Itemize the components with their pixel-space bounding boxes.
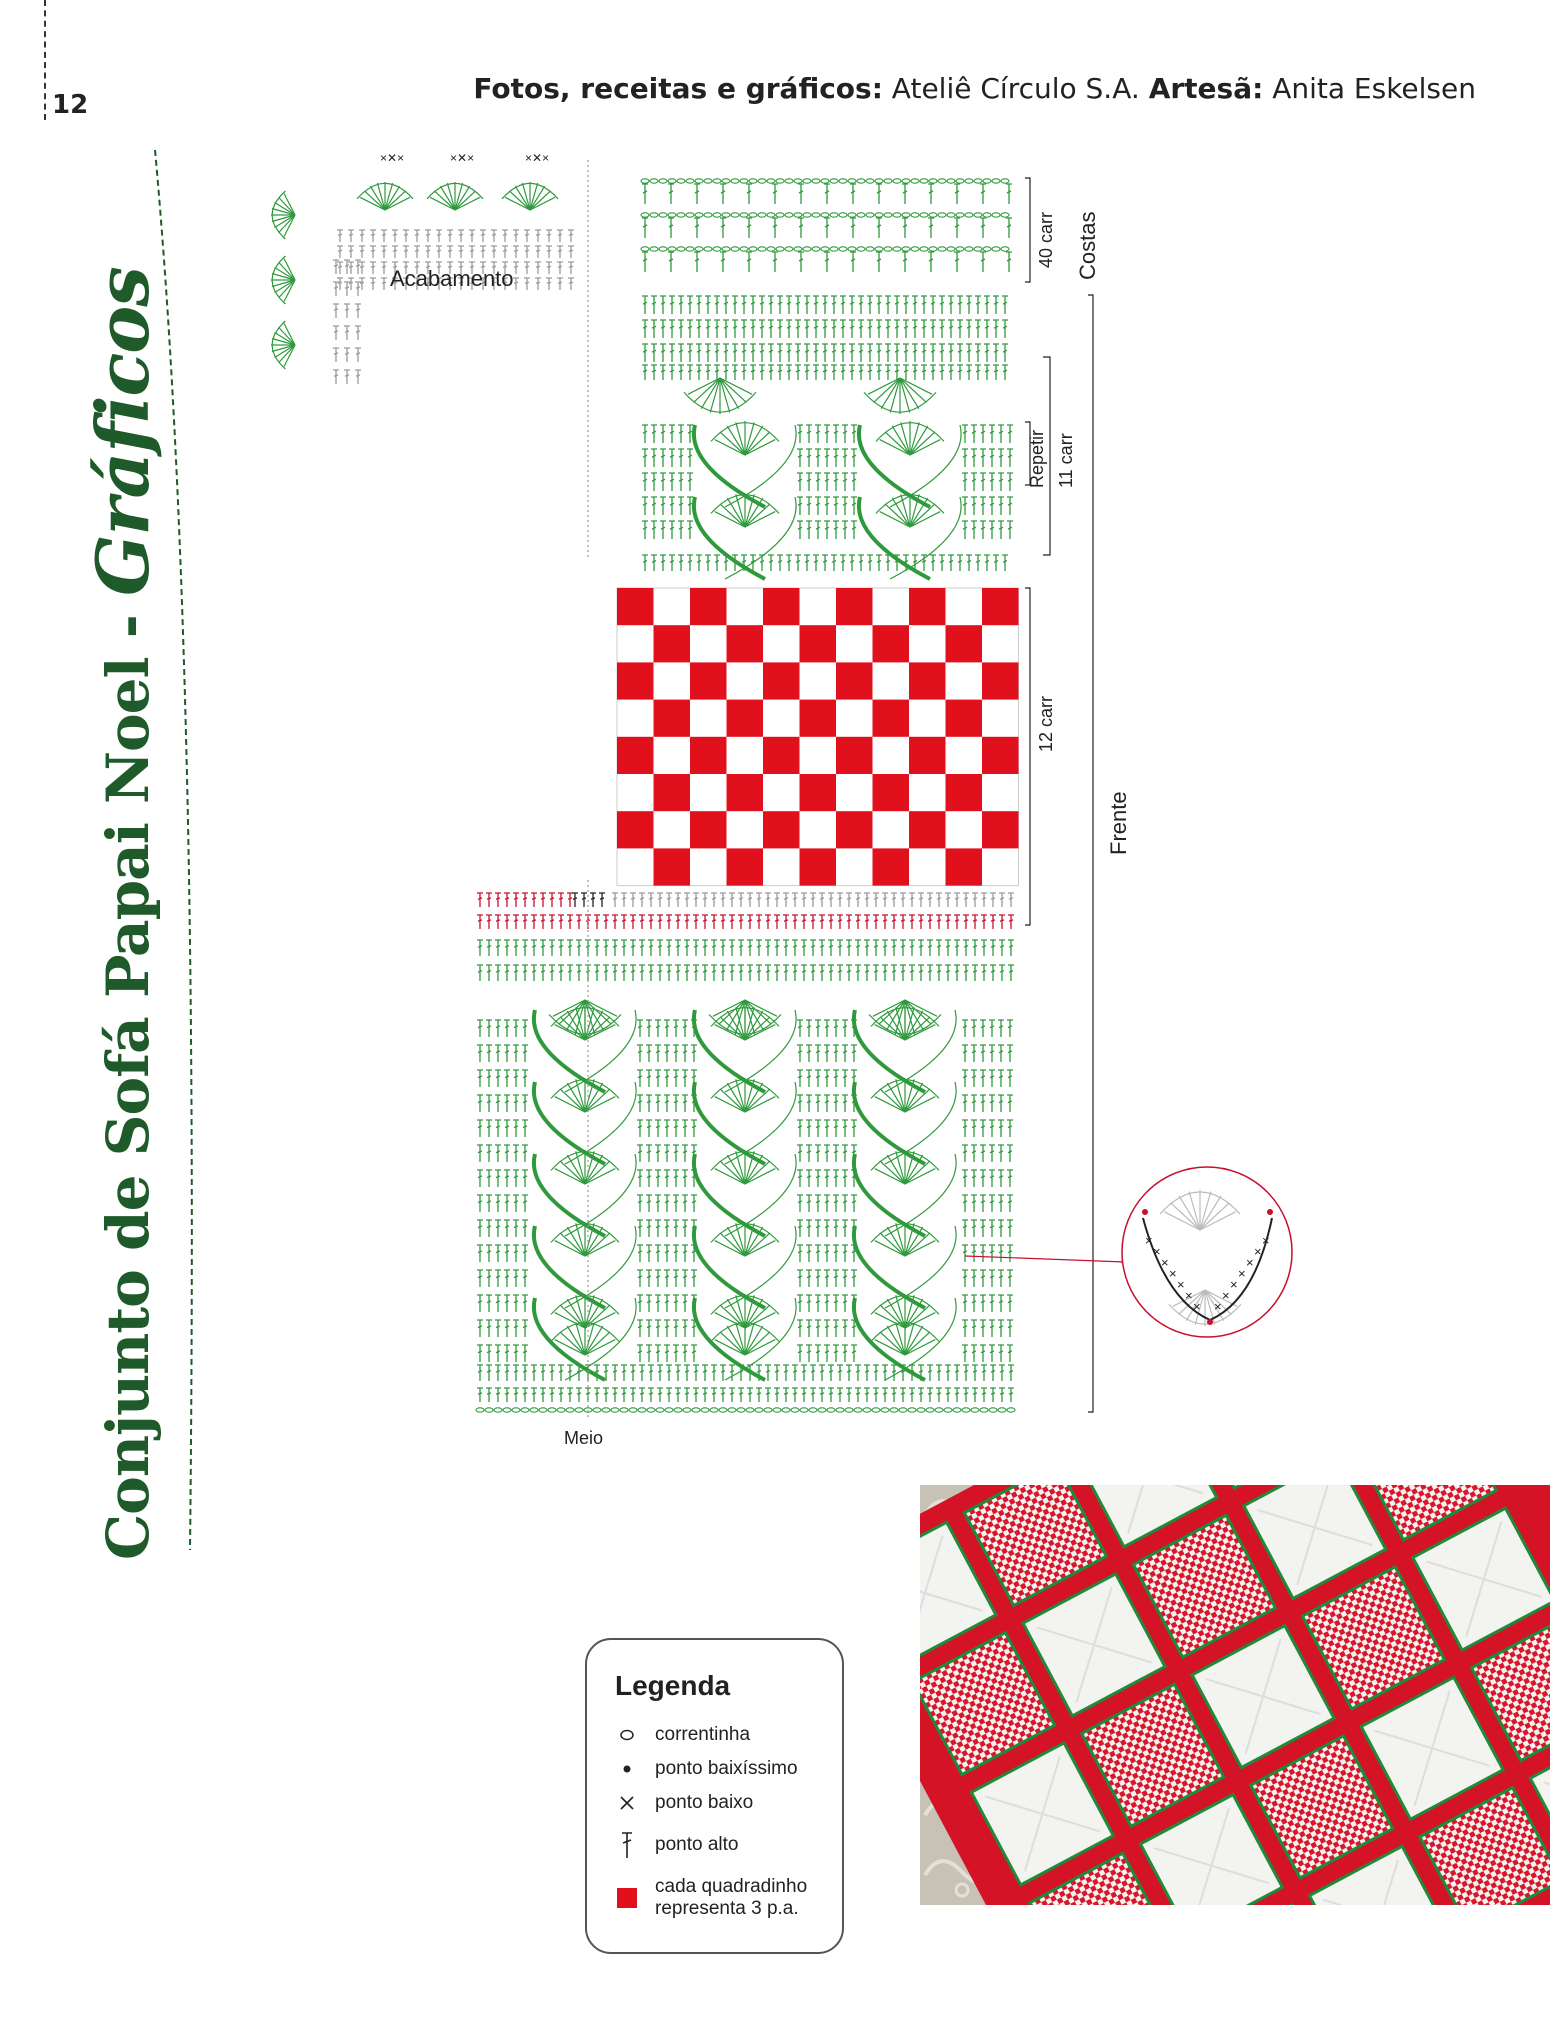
cable-fan bbox=[876, 421, 944, 455]
checker-red-square bbox=[690, 588, 727, 625]
cable-fan bbox=[871, 1006, 939, 1040]
checker-red-square bbox=[617, 662, 654, 699]
costas-side-col bbox=[797, 473, 857, 491]
frente-red-row bbox=[477, 915, 1014, 929]
frente-side-col bbox=[797, 1020, 857, 1037]
frente-side-col bbox=[637, 1270, 697, 1287]
cable-fan bbox=[711, 1078, 779, 1112]
costas-side-col bbox=[962, 425, 1013, 443]
costas-side-col bbox=[962, 521, 1013, 539]
legend-label-single-crochet: ponto baixo bbox=[655, 1792, 754, 1813]
credits-value-atelier: Ateliê Círculo S.A. bbox=[882, 72, 1149, 105]
costas-side-col bbox=[962, 449, 1013, 467]
cable-twist-line bbox=[725, 497, 796, 579]
label-11-carr: 11 carr bbox=[1056, 433, 1076, 488]
checker-red-square bbox=[909, 737, 946, 774]
detail-sc-mark: × bbox=[1177, 1277, 1185, 1292]
costas-side-col bbox=[642, 473, 693, 491]
checker-red-square bbox=[763, 662, 800, 699]
detail-sc-mark: × bbox=[1254, 1244, 1262, 1259]
frente-side-col bbox=[637, 1295, 697, 1312]
frente-side-col bbox=[477, 1195, 528, 1212]
frente-dc-row bbox=[477, 1388, 1014, 1402]
cable-twist-line bbox=[694, 497, 765, 579]
costas-side-col bbox=[642, 425, 693, 443]
costas-dc-row bbox=[642, 555, 1008, 571]
checker-red-square bbox=[982, 811, 1019, 848]
frente-side-col bbox=[962, 1045, 1013, 1062]
frente-side-col bbox=[477, 1070, 528, 1087]
frente-red-row bbox=[477, 893, 573, 907]
checker-red-square bbox=[836, 811, 873, 848]
frente-side-col bbox=[637, 1345, 697, 1362]
frente-side-col bbox=[797, 1145, 857, 1162]
costas-dc-row bbox=[642, 365, 1008, 380]
costas-chain-row bbox=[641, 213, 1009, 217]
checker-red-square bbox=[946, 774, 983, 811]
cable-fan bbox=[871, 1078, 939, 1112]
checker-red-square bbox=[690, 737, 727, 774]
acabamento-shell bbox=[357, 182, 413, 210]
checker-red-square bbox=[946, 625, 983, 662]
checker-red-square bbox=[727, 848, 764, 885]
cable-fan bbox=[871, 1150, 939, 1184]
frente-side-col bbox=[637, 1220, 697, 1237]
detail-sc-mark: × bbox=[1214, 1299, 1222, 1314]
checker-red-square bbox=[763, 588, 800, 625]
frente-side-col bbox=[797, 1195, 857, 1212]
label-frente: Frente bbox=[1106, 791, 1131, 855]
cable-fan bbox=[551, 1222, 619, 1256]
credits-label-artisan: Artesã: bbox=[1148, 72, 1264, 105]
frente-side-col bbox=[962, 1220, 1013, 1237]
costas-side-col bbox=[797, 449, 857, 467]
double-crochet-icon bbox=[613, 1830, 641, 1860]
frente-side-col bbox=[637, 1020, 697, 1037]
legend-item-double-crochet bbox=[613, 1830, 738, 1860]
detail-sc-mark: × bbox=[1246, 1255, 1254, 1270]
detail-zoom bbox=[965, 1167, 1292, 1337]
cable-fan bbox=[871, 1222, 939, 1256]
finished-piece-photo bbox=[920, 1485, 1550, 1905]
costas-stitch-row bbox=[642, 252, 1012, 272]
frente-side-col bbox=[962, 1145, 1013, 1162]
frente-side-col bbox=[477, 1095, 528, 1112]
frente-side-col bbox=[962, 1070, 1013, 1087]
bracket-frente bbox=[1088, 295, 1093, 1412]
costas-side-col bbox=[797, 497, 857, 515]
frente-side-col bbox=[797, 1320, 857, 1337]
costas-side-col bbox=[642, 497, 693, 515]
acabamento-chart bbox=[271, 151, 588, 560]
detail-sc-mark: × bbox=[1238, 1266, 1246, 1281]
frente-side-col bbox=[477, 1045, 528, 1062]
checker-red-square bbox=[946, 848, 983, 885]
acabamento-side-row bbox=[333, 304, 361, 318]
frente-side-col bbox=[477, 1120, 528, 1137]
checker-red-square bbox=[909, 811, 946, 848]
checker-red-square bbox=[873, 625, 910, 662]
costas-side-col bbox=[797, 521, 857, 539]
frente-side-col bbox=[962, 1295, 1013, 1312]
frente-side-col bbox=[962, 1195, 1013, 1212]
frente-side-col bbox=[797, 1245, 857, 1262]
frente-side-col bbox=[797, 1095, 857, 1112]
acabamento-top-row bbox=[337, 246, 574, 258]
acabamento-picot: ×✕× bbox=[450, 151, 475, 165]
checker-red-square bbox=[873, 700, 910, 737]
frente-side-col bbox=[962, 1320, 1013, 1337]
frente-side-col bbox=[962, 1095, 1013, 1112]
checker-red-square bbox=[982, 588, 1019, 625]
frente-side-col bbox=[797, 1220, 857, 1237]
costas-shell bbox=[684, 378, 756, 414]
legend-label-red-square: cada quadradinho representa 3 p.a. bbox=[655, 1876, 808, 1919]
costas-shell bbox=[864, 378, 936, 414]
title-main-text: Conjunto de Sofá Papai Noel - bbox=[94, 595, 162, 1560]
checker-red-square bbox=[727, 774, 764, 811]
checker-red-square bbox=[690, 811, 727, 848]
detail-sc-mark: × bbox=[1145, 1233, 1153, 1248]
checker-red-square bbox=[946, 700, 983, 737]
frente-side-col bbox=[477, 1170, 528, 1187]
legend-title: Legenda bbox=[615, 1670, 731, 1701]
checker-red-square bbox=[654, 625, 691, 662]
label-meio: Meio bbox=[564, 1428, 604, 1448]
checker-red-square bbox=[617, 737, 654, 774]
checker-red-square bbox=[873, 774, 910, 811]
frente-side-col bbox=[637, 1070, 697, 1087]
checker-red-square bbox=[909, 588, 946, 625]
page-number: 12 bbox=[52, 90, 89, 120]
checker-red-square bbox=[727, 625, 764, 662]
frente-side-col bbox=[477, 1145, 528, 1162]
frente-side-col bbox=[477, 1320, 528, 1337]
credits-label-photos: Fotos, receitas e gráficos: bbox=[473, 72, 883, 105]
legend-label-slip-stitch: ponto baixíssimo bbox=[655, 1758, 798, 1779]
frente-side-col bbox=[477, 1295, 528, 1312]
frente-side-col bbox=[477, 1020, 528, 1037]
checker-red-square bbox=[617, 811, 654, 848]
cable-fan bbox=[711, 1222, 779, 1256]
costas-dc-row bbox=[642, 296, 1008, 314]
costas-chart bbox=[641, 179, 1013, 579]
chain-icon bbox=[613, 1729, 641, 1741]
frente-side-col bbox=[637, 1170, 697, 1187]
detail-sc-mark: × bbox=[1222, 1288, 1230, 1303]
label-repetir: Repetir bbox=[1027, 429, 1047, 488]
acabamento-side-row bbox=[333, 326, 361, 340]
checker-red-square bbox=[727, 700, 764, 737]
frente-side-col bbox=[477, 1245, 528, 1262]
frente-side-col bbox=[797, 1070, 857, 1087]
legend-item-slip-stitch bbox=[613, 1758, 798, 1780]
detail-red-dot bbox=[1142, 1209, 1148, 1215]
costas-dc-row bbox=[642, 320, 1008, 338]
frente-side-col bbox=[797, 1295, 857, 1312]
bracket-40-carr bbox=[1025, 178, 1030, 282]
detail-red-dot bbox=[1267, 1209, 1273, 1215]
frente-side-col bbox=[637, 1145, 697, 1162]
costas-dc-row bbox=[642, 344, 1008, 362]
checker-red-square bbox=[617, 588, 654, 625]
frente-side-col bbox=[637, 1095, 697, 1112]
acabamento-side-shell bbox=[271, 256, 295, 304]
frente-side-col bbox=[962, 1020, 1013, 1037]
label-costas: Costas bbox=[1075, 211, 1100, 280]
bracket-12-carr bbox=[1025, 588, 1030, 925]
frente-side-col bbox=[797, 1270, 857, 1287]
costas-stitch-row bbox=[642, 218, 1012, 238]
checker-red-square bbox=[800, 774, 837, 811]
checker-red-square bbox=[836, 588, 873, 625]
acabamento-side-shell bbox=[271, 191, 295, 239]
credits-value-artisan: Anita Eskelsen bbox=[1263, 72, 1476, 105]
frente-side-col bbox=[637, 1195, 697, 1212]
legend-label-chain: correntinha bbox=[655, 1724, 751, 1745]
detail-sc-mark: × bbox=[1153, 1244, 1161, 1259]
cable-fan bbox=[551, 1150, 619, 1184]
detail-sc-mark: × bbox=[1185, 1288, 1193, 1303]
frente-side-col bbox=[637, 1245, 697, 1262]
acabamento-top-row bbox=[337, 230, 574, 242]
costas-side-col bbox=[962, 473, 1013, 491]
checker-red-square bbox=[982, 737, 1019, 774]
costas-stitch-row bbox=[642, 184, 1012, 204]
costas-chain-row bbox=[641, 179, 1009, 183]
checker-red-square bbox=[873, 848, 910, 885]
detail-sc-mark: × bbox=[1193, 1299, 1201, 1314]
costas-side-col bbox=[642, 449, 693, 467]
cable-fan bbox=[551, 1006, 619, 1040]
detail-sc-mark: × bbox=[1230, 1277, 1238, 1292]
checker-red-square bbox=[763, 737, 800, 774]
acabamento-side-row bbox=[333, 282, 361, 296]
acabamento-side-row bbox=[333, 348, 361, 362]
red-square-icon bbox=[613, 1888, 641, 1908]
checker-red-square bbox=[654, 700, 691, 737]
label-acabamento: Acabamento bbox=[390, 266, 514, 291]
legend-item-chain bbox=[613, 1724, 750, 1746]
cable-fan bbox=[876, 493, 944, 527]
frente-side-col bbox=[477, 1345, 528, 1362]
frente-side-col bbox=[637, 1320, 697, 1337]
frente-gray-row bbox=[612, 893, 1014, 907]
checkerboard-chart bbox=[617, 588, 1019, 886]
frente-side-col bbox=[962, 1345, 1013, 1362]
checker-red-square bbox=[654, 848, 691, 885]
frente-foundation-chain bbox=[476, 1408, 1015, 1412]
legend-label-double-crochet: ponto alto bbox=[655, 1834, 739, 1855]
slip-stitch-icon bbox=[613, 1764, 641, 1774]
cable-fan bbox=[711, 1150, 779, 1184]
costas-side-col bbox=[962, 497, 1013, 515]
legend-item-red-square bbox=[613, 1876, 825, 1920]
checker-red-square bbox=[836, 737, 873, 774]
cable-fan bbox=[711, 493, 779, 527]
frente-side-col bbox=[797, 1345, 857, 1362]
frente-side-col bbox=[637, 1045, 697, 1062]
checker-red-square bbox=[690, 662, 727, 699]
detail-sc-mark: × bbox=[1169, 1266, 1177, 1281]
checker-red-square bbox=[800, 700, 837, 737]
costas-cable bbox=[859, 421, 961, 579]
costas-side-col bbox=[642, 521, 693, 539]
frente-side-col bbox=[637, 1120, 697, 1137]
checker-red-square bbox=[763, 811, 800, 848]
single-crochet-icon bbox=[613, 1795, 641, 1811]
frente-side-col bbox=[477, 1270, 528, 1287]
label-40-carr: 40 carr bbox=[1036, 211, 1056, 268]
legend-box bbox=[585, 1638, 844, 1954]
detail-sc-mark: × bbox=[1262, 1233, 1270, 1248]
frente-side-col bbox=[797, 1045, 857, 1062]
cable-fan bbox=[711, 421, 779, 455]
frente-side-col bbox=[797, 1170, 857, 1187]
costas-chain-row bbox=[641, 247, 1009, 251]
frente-side-col bbox=[962, 1245, 1013, 1262]
frente-dc-row bbox=[477, 965, 1014, 981]
frente-side-col bbox=[962, 1120, 1013, 1137]
detail-red-dot bbox=[1207, 1319, 1213, 1325]
cable-fan bbox=[551, 1078, 619, 1112]
checker-red-square bbox=[836, 662, 873, 699]
checker-red-square bbox=[909, 662, 946, 699]
checker-red-square bbox=[800, 625, 837, 662]
acabamento-picot: ×✕× bbox=[380, 151, 405, 165]
detail-pointer-line bbox=[965, 1256, 1125, 1262]
title-graficos-text: Gráficos bbox=[80, 267, 165, 596]
label-12-carr: 12 carr bbox=[1036, 695, 1056, 752]
checker-red-square bbox=[800, 848, 837, 885]
acabamento-shell bbox=[502, 182, 558, 210]
costas-side-col bbox=[797, 425, 857, 443]
checker-red-square bbox=[982, 662, 1019, 699]
frente-dc-row bbox=[477, 940, 1014, 956]
cable-fan bbox=[711, 1006, 779, 1040]
photo-illustration bbox=[920, 1485, 1550, 1905]
frente-chart bbox=[476, 880, 1015, 1420]
acabamento-picot: ×✕× bbox=[525, 151, 550, 165]
frente-side-col bbox=[962, 1270, 1013, 1287]
legend-item-single-crochet bbox=[613, 1792, 753, 1814]
frente-side-col bbox=[477, 1220, 528, 1237]
acabamento-shell bbox=[427, 182, 483, 210]
detail-sc-mark: × bbox=[1161, 1255, 1169, 1270]
checker-red-square bbox=[654, 774, 691, 811]
frente-side-col bbox=[797, 1120, 857, 1137]
acabamento-side-shell bbox=[271, 321, 295, 369]
acabamento-side-row bbox=[333, 370, 361, 384]
frente-side-col bbox=[962, 1170, 1013, 1187]
